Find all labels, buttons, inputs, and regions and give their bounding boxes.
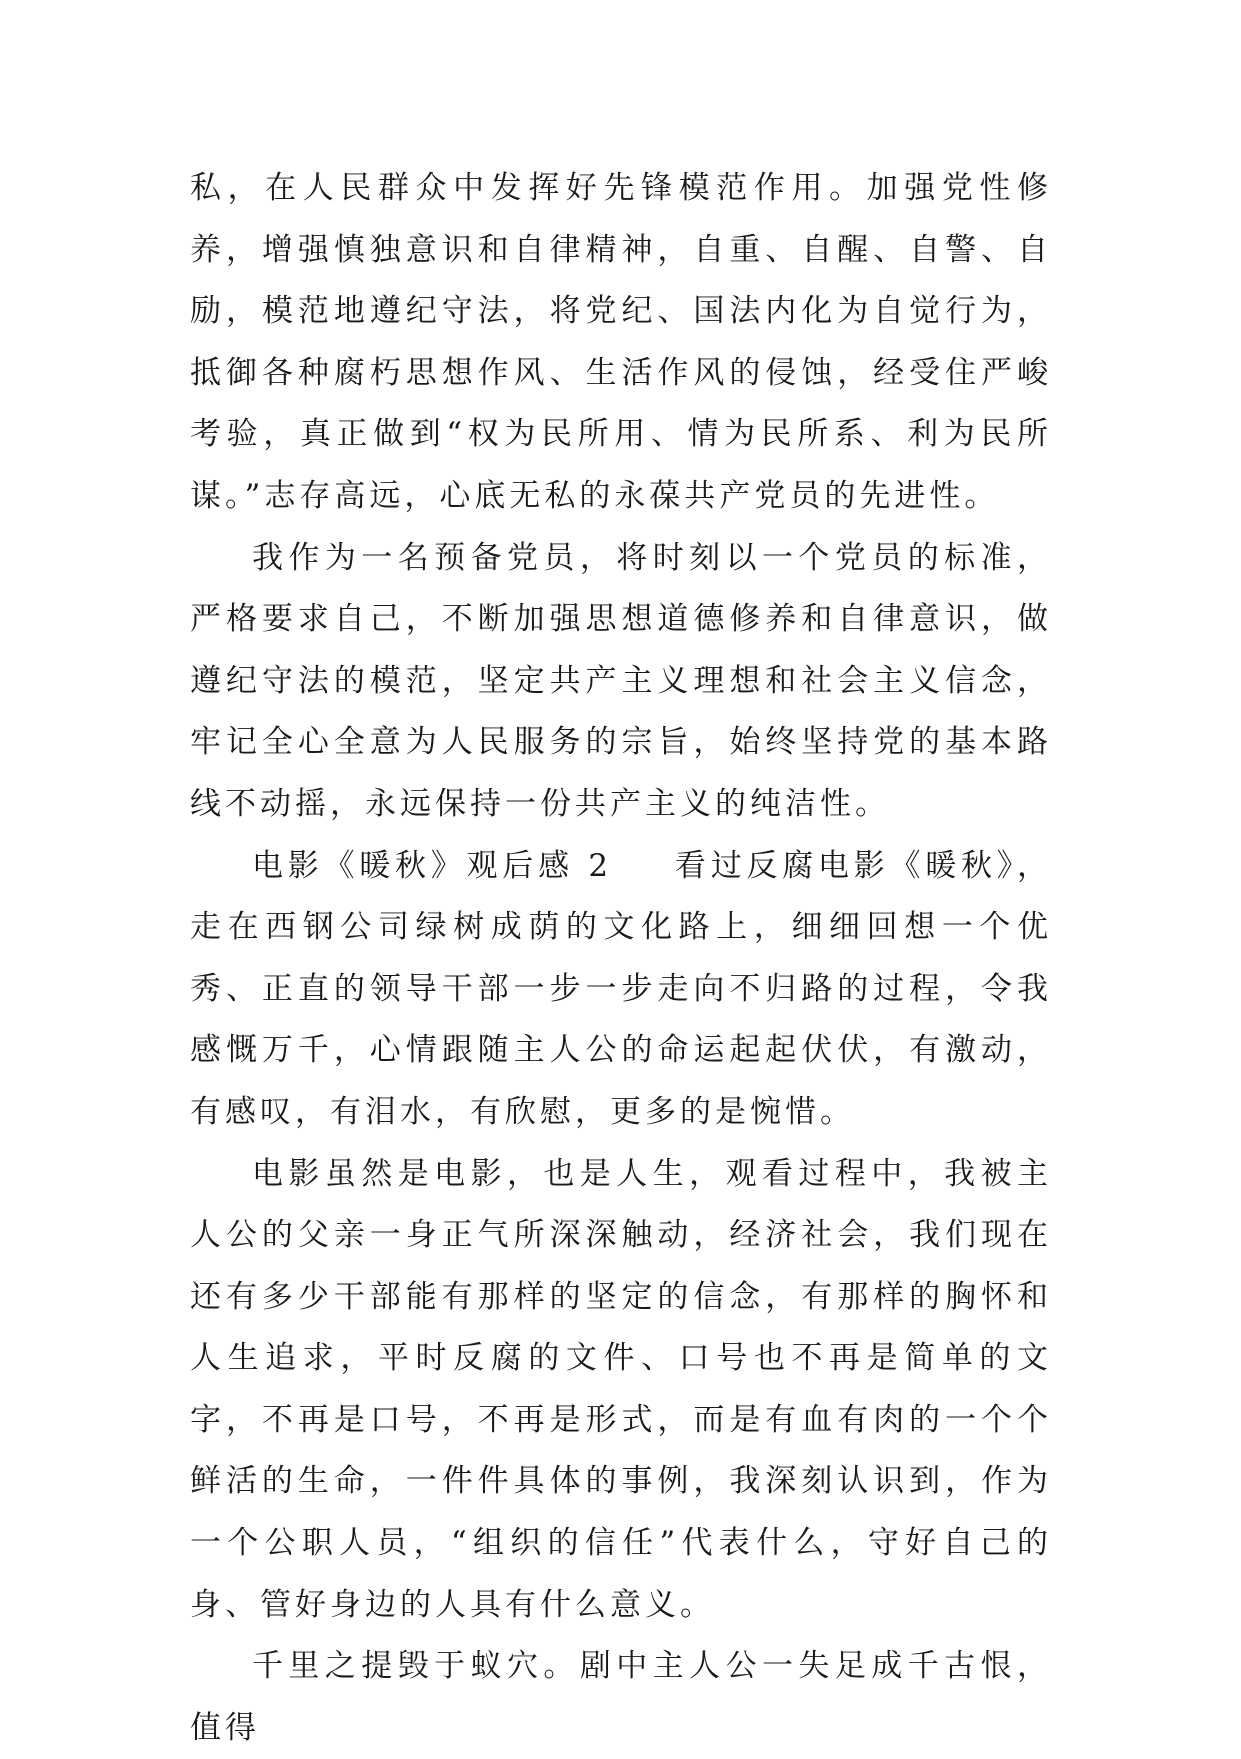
paragraph-2: 我作为一名预备党员，将时刻以一个党员的标准，严格要求自己，不断加强思想道德修养和自律意识，做遵纪守法的模范，坚定共产主义理想和社会主义信念，牢记全心全意为人民服务的宗旨，始终坚持党的基本路线不动摇，永远保持一份共产主义的纯洁性。	[190, 539, 1052, 822]
paragraph-1: 私，在人民群众中发挥好先锋模范作用。加强党性修养，增强慎独意识和自律精神，自重、自醒、自警、自励，模范地遵纪守法，将党纪、国法内化为自觉行为，抵御各种腐朽思想作风、生活作风的侵蚀，经受住严峻考验，真正做到“权为民所用、情为民所系、利为民所谋。”志存高远，心底无私的永葆共产党员的先进性。	[190, 170, 1052, 514]
paragraph-3-text: 看过反腐电影《暖秋》，走在西钢公司绿树成荫的文化路上，细细回想一个优秀、正直的领导干部一步一步走向不归路的过程，令我感慨万千，心情跟随主人公的命运起起伏伏，有激动，有感叹，有泪水，有欣慰，更多的是惋惜。	[190, 847, 1053, 1130]
paragraph-3	[190, 836, 1052, 1144]
paragraph-4: 电影虽然是电影，也是人生，观看过程中，我被主人公的父亲一身正气所深深触动，经济社会，我们现在还有多少干部能有那样的坚定的信念，有那样的胸怀和人生追求，平时反腐的文件、口号也不再是简单的文字，不再是口号，不再是形式，而是有血有肉的一个个鲜活的生命，一件件具体的事例，我深刻认识到，作为一个公职人员，“组织的信任”代表什么，守好自己的身、管好身边的人具有什么意义。	[190, 1155, 1052, 1623]
document-body	[190, 158, 1052, 1759]
essay-heading: 电影《暖秋》观后感 2	[252, 847, 613, 884]
paragraph-5: 千里之提毁于蚁穴。剧中主人公一失足成千古恨，值得	[190, 1648, 1052, 1746]
